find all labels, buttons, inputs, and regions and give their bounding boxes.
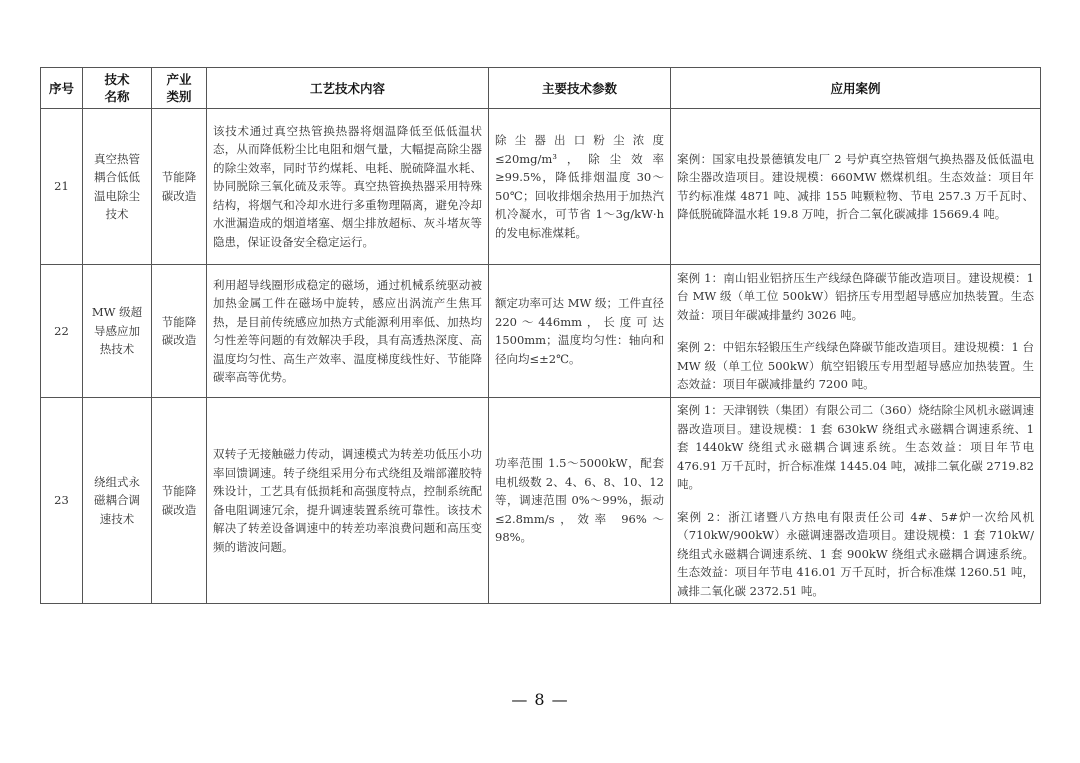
table-row [41, 398, 1041, 604]
case-item: 案例：国家电投景德镇发电厂 2 号炉真空热管烟气换热器及低低温电除尘器改造项目。建设规模：660MW 燃煤机组。生态效益：项目年节约标准煤 4871 吨、减排 155 吨颗粒物、节电 257.3 万千瓦时、降低脱硫降温水耗 19.8 万吨，折合二氧化碳减排 15669.4 吨。 [677, 151, 1034, 221]
case-item: 案例 2：浙江诸暨八方热电有限责任公司 4#、5#炉一次给风机（710kW/900kW）永磁调速器改造项目。建设规模：1 套 710kW/绕组式永磁耦合调速系统、1 套 900kW 绕组式永磁耦合调速系统。生态效益：项目年节电 416.01 万千瓦时，折合标准煤 1260.51 吨，减排二氧化碳 2372.51 吨。 [677, 509, 1034, 598]
row-serial-no: 22 [41, 265, 83, 398]
table-row [41, 109, 1041, 265]
table-header-row [41, 68, 1041, 109]
case-item: 案例 2：中铝东轻锻压生产线绿色降碳节能改造项目。建设规模：1 台 MW 级（单工位 500kW）航空铝锻压专用型超导感应加热装置。生态效益：项目年碳减排量约 7200 吨。 [677, 340, 1034, 391]
row-process-content: 双转子无接触磁力传动，调速模式为转差功低压小功率回馈调速。转子绕组采用分布式绕组及端部灌胶特殊设计，工艺具有低损耗和高强度特点，控制系统配备电阻调速冗余，提升调速装置系统可靠性。该技术解决了转差设备调速中的转差功率浪费问题和高压变频的谐波问题。 [207, 398, 489, 604]
row-main-params: 除尘器出口粉尘浓度≤20mg/m³，除尘效率≥99.5%，降低排烟温度 30～50℃；回收排烟余热用于加热汽机冷凝水，可节省 1～3g/kW·h 的发电标准煤耗。 [489, 109, 671, 265]
row-tech-name: 绕组式永磁耦合调速技术 [83, 398, 152, 604]
row-application-cases [671, 265, 1041, 398]
technology-table-container [40, 67, 1040, 604]
header-industry-category: 产业 类别 [152, 68, 207, 109]
row-serial-no: 23 [41, 398, 83, 604]
row-process-content: 利用超导线圈形成稳定的磁场，通过机械系统驱动被加热金属工件在磁场中旋转，感应出涡流产生焦耳热，是目前传统感应加热方式能源利用率低、加热均匀性差等问题的有效解决手段，具有高透热深度、高温度均匀性、高生产效率、温度梯度线性好、节能降碳率高等优势。 [207, 265, 489, 398]
row-main-params: 额定功率可达 MW 级；工件直径 220～446mm，长度可达 1500mm；温度均匀性：轴向和径向均≤±2℃。 [489, 265, 671, 398]
row-process-content: 该技术通过真空热管换热器将烟温降低至低低温状态，从而降低粉尘比电阻和烟气量，大幅提高除尘器的除尘效率，同时节约煤耗、电耗、脱硫降温水耗、协同脱除三氧化硫及汞等。真空热管换热器采用特殊结构，将烟气和冷却水进行多重物理隔离，避免冷却水泄漏造成的烟道堵塞、烟尘排放超标、灰斗堵灰等隐患，保证设备安全稳定运行。 [207, 109, 489, 265]
row-category: 节能降碳改造 [152, 265, 207, 398]
header-serial-no: 序号 [41, 68, 83, 109]
page-number: — 8 — [511, 690, 569, 709]
row-category: 节能降碳改造 [152, 398, 207, 604]
row-category: 节能降碳改造 [152, 109, 207, 265]
header-tech-name: 技术 名称 [83, 68, 152, 109]
header-process-content: 工艺技术内容 [207, 68, 489, 109]
row-main-params: 功率范围 1.5～5000kW，配套电机级数 2、4、6、8、10、12 等，调速范围 0%～99%，振动≤2.8mm/s，效率 96%～98%。 [489, 398, 671, 604]
row-serial-no: 21 [41, 109, 83, 265]
row-application-cases [671, 398, 1041, 604]
row-tech-name: MW 级超导感应加热技术 [83, 265, 152, 398]
case-item: 案例 1：天津钢铁（集团）有限公司二（360）烧结除尘风机永磁调速器改造项目。建设规模：1 套 630kW 绕组式永磁耦合调速系统、1 套 1440kW 绕组式永磁耦合调速系统。生态效益：项目年节电 476.91 万千瓦时，折合标准煤 1445.04 吨，减排二氧化碳 2719.82 吨。 [677, 403, 1034, 491]
row-tech-name: 真空热管耦合低低温电除尘技术 [83, 109, 152, 265]
row-application-cases [671, 109, 1041, 265]
header-main-params: 主要技术参数 [489, 68, 671, 109]
technology-table [40, 67, 1041, 604]
case-item: 案例 1：南山铝业铝挤压生产线绿色降碳节能改造项目。建设规模：1 台 MW 级（单工位 500kW）铝挤压专用型超导感应加热装置。生态效益：项目年碳减排量约 3026 吨。 [677, 270, 1034, 322]
header-application-cases: 应用案例 [671, 68, 1041, 109]
table-row [41, 265, 1041, 398]
